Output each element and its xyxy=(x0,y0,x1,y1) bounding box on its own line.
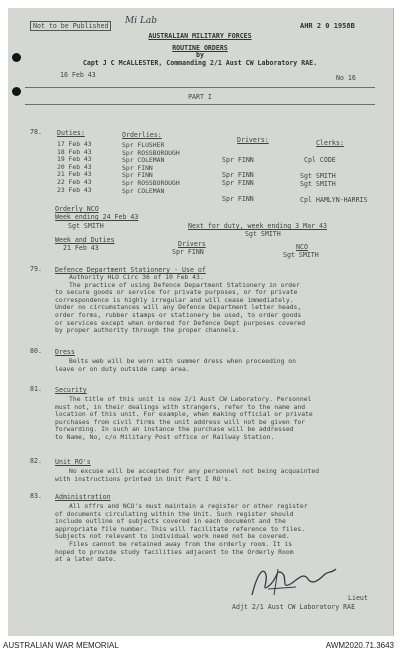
divider xyxy=(25,87,375,88)
body-line: leave or on duty outside camp area. xyxy=(55,364,190,373)
orderly-nco-heading: Orderly NCO xyxy=(55,205,99,213)
body-line: include outline of subjects covered in each document and the xyxy=(55,517,286,526)
body-line: must not, in their dealings with strangers, refer to the name and xyxy=(55,402,306,411)
body-line: purchases from civil firms the unit address will not be given for xyxy=(55,417,306,426)
body-line: to secure goods or service for private purposes, or for private xyxy=(55,288,298,297)
item-title: Dress xyxy=(55,348,75,356)
by-label: by xyxy=(196,51,204,59)
footer-institution: AUSTRALIAN WAR MEMORIAL xyxy=(3,641,119,650)
body-line: Belts web will be worn with summer dress when proceeding on xyxy=(69,357,297,365)
driver: Spr FINN xyxy=(222,195,254,203)
driver: Spr FINN xyxy=(222,179,254,187)
item-body xyxy=(55,358,296,373)
signature-rank: Lieut xyxy=(348,594,368,602)
orderly: Spr FINN xyxy=(122,163,153,172)
body-line: The title of this unit is now 2/1 Aust CW Laboratory. Personnel xyxy=(69,395,312,403)
duty-date: 22 Feb 43 xyxy=(57,177,92,186)
item-number: 81. xyxy=(30,385,42,393)
item-number: 80. xyxy=(30,347,42,355)
body-line: Subjects not relevant to individual work need not be covered. xyxy=(55,532,290,541)
item-number: 82. xyxy=(30,457,42,465)
body-line: correspondence is highly irregular and will cease immediately. xyxy=(55,295,294,304)
orderly: Spr FLUSHER xyxy=(122,141,165,149)
duty-date: 17 Feb 43 xyxy=(57,140,92,148)
wad-driver: Spr FINN xyxy=(172,248,204,256)
orderlies-heading: Orderlies: xyxy=(122,131,162,139)
duty-dates xyxy=(57,141,92,194)
duties-heading: Duties: xyxy=(57,129,85,137)
document-type: ROUTINE ORDERS xyxy=(172,44,228,52)
body-line: at a later date. xyxy=(55,555,117,564)
author-line: Capt J C McALLESTER, Commanding 2/1 Aust CW Laboratory RAE. xyxy=(82,59,318,67)
item-body xyxy=(55,396,313,442)
body-line: Under no circumstances will any Defence Department letter heads, xyxy=(55,303,302,312)
wad-drivers-heading: Drivers xyxy=(178,240,206,248)
orderly: Spr ROSSBOROUGH xyxy=(122,178,180,187)
body-line: The practice of using Defence Department Stationery in order xyxy=(69,280,300,289)
body-line: Authority HLO Circ 36 of 10 Feb 43. xyxy=(69,273,204,281)
clerk: Sgt SMITH xyxy=(300,180,336,188)
next-nco: Sgt SMITH xyxy=(245,230,281,238)
wad-nco-heading: NCO xyxy=(296,243,308,251)
item-number: 79. xyxy=(30,265,42,273)
orderly: Spr COLEMAN xyxy=(122,186,165,195)
week-ending: Week ending 24 Feb 43 xyxy=(55,213,139,221)
item-body xyxy=(55,468,319,483)
drivers-heading: Drivers: xyxy=(237,136,269,144)
orderly: Spr FINN xyxy=(122,171,153,180)
duty-date: 18 Feb 43 xyxy=(57,147,92,156)
item-number: 78. xyxy=(30,128,42,136)
orderly: Spr COLEMAN xyxy=(122,156,165,165)
body-line: of documents circulating within the Unit. Such register should xyxy=(55,509,294,518)
body-line: forwarding. In such an instance the purchase will be addressed xyxy=(55,425,294,434)
duty-date: 20 Feb 43 xyxy=(57,162,92,171)
clerk: Cpl HAMLYN-HARRIS xyxy=(300,196,368,204)
organisation-title: AUSTRALIAN MILITARY FORCES xyxy=(148,32,252,40)
clerk: Sgt SMITH xyxy=(300,172,336,180)
handwritten-note: Mi Lab xyxy=(125,16,158,26)
item-title: Unit RO's xyxy=(55,458,91,466)
body-line: appropriate file number. This will facilitate reference to files. xyxy=(55,524,306,533)
driver: Spr FINN xyxy=(222,156,254,164)
item-body xyxy=(55,274,305,335)
body-line: or services except when ordered for Defence Dept purposes covered xyxy=(55,318,306,327)
duty-date: 23 Feb 43 xyxy=(57,185,92,194)
wad-nco: Sgt SMITH xyxy=(283,251,319,259)
item-title: Defence Department Stationery - Use of xyxy=(55,266,206,274)
order-date: 16 Feb 43 xyxy=(60,71,96,79)
item-number: 83. xyxy=(30,492,42,500)
body-line: No excuse will be accepted for any personnel not being acquainted xyxy=(69,467,320,475)
clerks-heading: Clerks: xyxy=(316,139,344,147)
restriction-label: Not to be Published xyxy=(30,21,111,31)
body-line: hoped to provide study facilities adjacent to the Orderly Room xyxy=(55,547,294,556)
item-title: Administration xyxy=(55,493,111,501)
body-line: Files cannot be retained away from the orderly room. It is xyxy=(69,539,293,548)
body-line: order forms, rubber stamps or stationery be used, to order goods xyxy=(55,310,302,319)
part-heading: PART I xyxy=(188,93,212,101)
signature-icon xyxy=(248,565,340,599)
body-line: with instructions printed in Unit Part I RO's. xyxy=(55,474,232,483)
orderly: Spr ROSSBOROUGH xyxy=(122,148,180,157)
week-and-duties-heading: Week and Duties xyxy=(55,236,115,244)
body-line: by proper authority through the proper channels. xyxy=(55,326,240,335)
signature-line: Adjt 2/1 Aust CW Laboratory RAE xyxy=(232,603,356,611)
duty-date: 19 Feb 43 xyxy=(57,155,92,164)
item-title: Security xyxy=(55,386,87,394)
body-line: to Name, No, c/o Military Post office or Railway Station. xyxy=(55,432,275,441)
clerk: Cpl CODE xyxy=(304,156,336,164)
week-nco: Sgt SMITH xyxy=(68,222,104,230)
driver: Spr FINN xyxy=(222,171,254,179)
body-line: location of this unit. For example, when making official or private xyxy=(55,410,313,419)
reference-stamp: AHR 2 0 1958B xyxy=(300,22,355,30)
order-number: No 16 xyxy=(336,74,356,82)
item-body xyxy=(55,503,308,564)
wad-date: 21 Feb 43 xyxy=(63,244,99,252)
orderlies-list xyxy=(122,142,180,195)
body-line: All offrs and NCO's must maintain a register or other register xyxy=(69,502,308,510)
footer-accession: AWM2020.71.3643 xyxy=(325,641,394,650)
duty-date: 21 Feb 43 xyxy=(57,170,92,179)
divider xyxy=(25,104,375,105)
next-for-duty: Next for duty, week ending 3 Mar 43 xyxy=(188,222,327,230)
